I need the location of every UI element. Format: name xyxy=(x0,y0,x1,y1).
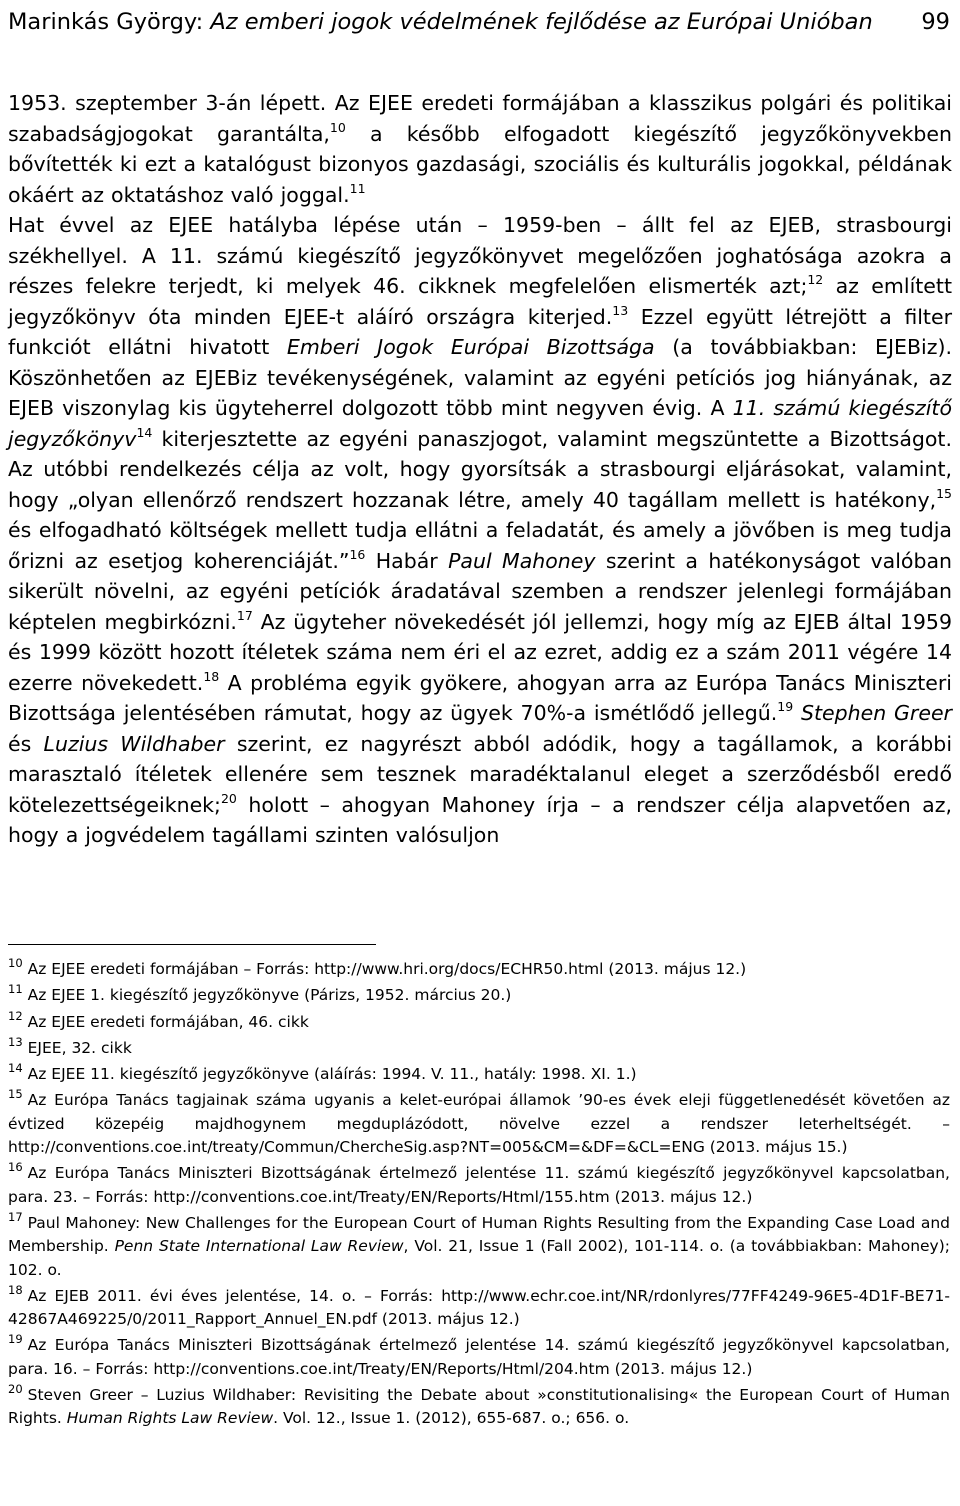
footnote-ref[interactable]: 20 xyxy=(220,790,237,806)
footnotes xyxy=(8,958,950,1434)
footnote-ref[interactable]: 12 xyxy=(807,272,824,287)
footnote-text: Az EJEE 1. kiegészítő jegyzőkönyve (Párizs, 1952. március 20.) xyxy=(27,986,512,1005)
italic-term: Emberi Jogok Európai Bizottsága xyxy=(286,335,655,359)
footnote-ref[interactable]: 13 xyxy=(612,302,629,318)
body-text xyxy=(8,88,952,851)
footnote-text: Az EJEE eredeti formájában – Forrás: http://www.hri.org/docs/ECHR50.html (2013. május 12.) xyxy=(27,960,747,978)
footnote-ref[interactable]: 19 xyxy=(777,699,794,714)
paragraph xyxy=(8,88,952,210)
footnote-number: 14 xyxy=(8,1061,23,1076)
footnote-text: Az EJEE 11. kiegészítő jegyzőkönyve (aláírás: 1994. V. 11., hatály: 1998. XI. 1.) xyxy=(27,1065,637,1084)
footnote-text: , Vol. 21, Issue 1 (Fall 2002), 101-114. o. (a továbbiakban: Mahoney); 102. o. xyxy=(8,1237,950,1279)
text-span: és xyxy=(8,731,44,756)
text-span: szerint, ez nagyrészt abból adódik, hogy a tagállamok, a korábbi marasztaló ítéletek ellenére sem tesznek maradéktalanul eleget a szerződésből eredő kötelezettségeiknek; xyxy=(8,731,953,817)
footnote-text: Az EJEB 2011. évi éves jelentése, 14. o. – Forrás: http://www.echr.coe.int/NR/rdonlyres/77FF4249-96E5-4D1F-BE71-42867A469225/0/2011_Rapport_Annuel_EN.pdf (2013. május 12.) xyxy=(8,1286,950,1329)
footnote-ref[interactable]: 11 xyxy=(349,180,366,196)
text-span: és elfogadható költségek mellett tudja ellátni a feladatát, és amely a jövőben is meg tudja őrizni az esetjog koherenciáját.” xyxy=(8,518,952,573)
footnote-15 xyxy=(8,1089,950,1159)
journal-title: Penn State International Law Review xyxy=(114,1237,404,1256)
text-span: szerint a hatékonyságot valóban sikerült növelni, az egyéni petíciók áradatával szemben a rendszer jelenlegi formájában képtelen megbirkózni. xyxy=(8,548,953,634)
paragraph xyxy=(8,210,952,851)
footnote-ref[interactable]: 17 xyxy=(236,607,253,623)
footnote-18 xyxy=(8,1282,950,1332)
footnote-ref[interactable]: 18 xyxy=(203,668,220,684)
page-number: 99 xyxy=(921,9,950,35)
italic-term: 11. számú kiegészítő jegyzőkönyv xyxy=(8,396,953,451)
footnote-number: 12 xyxy=(8,1008,23,1023)
text-span: A probléma egyik gyökere, ahogyan arra az Európa Tanács Miniszteri Bizottsága jelentésében rámutat, hogy az ügyek 70%-a ismétlődő jellegű. xyxy=(8,670,952,725)
footnote-number: 10 xyxy=(8,956,23,970)
footnote-text: Az Európa Tanács Miniszteri Bizottságának értelmező jelentése 14. számú kiegészítő jegyzőkönyvel kapcsolatban, para. 16. – Forrás: http://conventions.coe.int/Treaty/EN/Reports/Html/204.htm (2013. május 12.) xyxy=(8,1336,950,1378)
header-author: Marinkás György: xyxy=(8,9,204,35)
footnote-10 xyxy=(8,958,950,981)
text-span: a később elfogadott kiegészítő jegyzőkönyvekben bővítették ki ezt a katalógust bizonyos gazdasági, szociális és kulturális jogokkal, példának okáért az oktatáshoz való joggal. xyxy=(8,121,952,207)
italic-name: Paul Mahoney xyxy=(448,548,596,573)
footnote-17 xyxy=(8,1209,950,1282)
italic-name: Stephen Greer xyxy=(800,701,952,725)
text-span: Habár xyxy=(365,548,449,573)
footnote-ref[interactable]: 14 xyxy=(136,424,153,440)
footnote-text: . Vol. 12., Issue 1. (2012), 655-687. o.; 656. o. xyxy=(273,1409,630,1428)
footnote-number: 17 xyxy=(8,1209,23,1224)
footnote-number: 16 xyxy=(8,1160,23,1175)
footnote-number: 19 xyxy=(8,1332,23,1347)
footnote-number: 13 xyxy=(8,1034,23,1049)
footnote-number: 15 xyxy=(8,1087,23,1102)
text-span: Hat évvel az EJEE hatályba lépése után – 1959-ben – állt fel az EJEB, strasbourgi székhellyel. A 11. számú kiegészítő jegyzőkönyvet megelőzően joghatósága azokra a részes felekre terjedt, ki melyek 46. cikknek megfelelően elismerték azt; xyxy=(8,213,952,298)
footnote-text: Steven Greer – Luzius Wildhaber: Revisiting the Debate about »constitutionalising« the European Court of Human Rights. xyxy=(8,1386,950,1428)
footnote-number: 11 xyxy=(8,982,23,997)
text-span: holott – ahogyan Mahoney írja – a rendszer célja alapvetően az, hogy a jogvédelem tagállami szinten valósuljon xyxy=(8,792,952,847)
text-span: Ezzel együtt létrejött a filter funkciót ellátni hivatott xyxy=(8,304,953,359)
footnote-text: Az EJEE eredeti formájában, 46. cikk xyxy=(27,1012,309,1031)
footnote-text: EJEE, 32. cikk xyxy=(27,1038,132,1057)
footnote-12 xyxy=(8,1008,950,1034)
text-span: (a továbbiakban: EJEBiz). Köszönhetően az EJEBiz tevékenységének, valamint az egyéni petíciós jog hiányának, az EJEB viszonylag kis ügyteherrel dolgozott több mint negyven évig. A xyxy=(8,335,952,420)
footnote-14 xyxy=(8,1063,950,1086)
footnote-text: Az Európa Tanács Miniszteri Bizottságának értelmező jelentése 11. számú kiegészítő jegyzőkönyvel kapcsolatban, para. 23. – Forrás: http://conventions.coe.int/Treaty/EN/Reports/Html/155.htm (2013. május 12.) xyxy=(8,1164,950,1206)
footnote-11 xyxy=(8,984,950,1007)
footnote-ref[interactable]: 15 xyxy=(936,485,952,501)
text-span: az említett jegyzőkönyv óta minden EJEE-t aláíró országra kiterjed. xyxy=(8,274,952,329)
footnote-19 xyxy=(8,1334,950,1381)
journal-title: Human Rights Law Review xyxy=(66,1409,274,1428)
footnote-ref[interactable]: 16 xyxy=(349,546,366,562)
text-span: kiterjesztette az egyéni panaszjogot, valamint megszüntette a Bizottságot. Az utóbbi rendelkezés célja az volt, hogy gyorsítsák a strasbourgi eljárásokat, valamint, hogy „olyan ellenőrző rendszert hozzanak létre, amely 40 tagállam mellett is hatékony, xyxy=(8,426,952,512)
running-header xyxy=(8,4,952,40)
footnote-text: Az Európa Tanács tagjainak száma ugyanis a kelet-európai államok ’90-es évek eleji függetlenedését követően az évtized közepéig majdhogynem megduplázódott, növelve ezzel a rendszer leterheltségét. – http://conventions.coe.int/treaty/Commun/ChercheSig.asp?NT=005&CM=&DF=&CL=ENG (2013. május 15.) xyxy=(8,1091,950,1157)
header-citation xyxy=(8,9,873,35)
footnote-20 xyxy=(8,1384,950,1431)
footnote-number: 18 xyxy=(8,1282,23,1297)
footnote-text: Paul Mahoney: New Challenges for the European Court of Human Rights Resulting from the Expanding Case Load and Membership. xyxy=(8,1213,950,1256)
text-span: Az ügyteher növekedését jól jellemzi, hogy míg az EJEB által 1959 és 1999 között hozott ítéletek száma nem éri el az ezret, addig ez a szám 2011 végére 14 ezerre növekedett. xyxy=(8,609,952,695)
text-span: 1953. szeptember 3-án lépett. Az EJEE eredeti formájában a klasszikus polgári és politikai szabadságjogokat garantálta, xyxy=(8,91,952,146)
footnote-divider xyxy=(8,944,376,945)
footnote-16 xyxy=(8,1162,950,1209)
footnote-number: 20 xyxy=(8,1382,23,1397)
footnote-13 xyxy=(8,1034,950,1060)
italic-name: Luzius Wildhaber xyxy=(43,731,225,756)
footnote-ref[interactable]: 10 xyxy=(329,119,346,135)
header-title: Az emberi jogok védelmének fejlődése az Európai Unióban xyxy=(210,9,873,35)
